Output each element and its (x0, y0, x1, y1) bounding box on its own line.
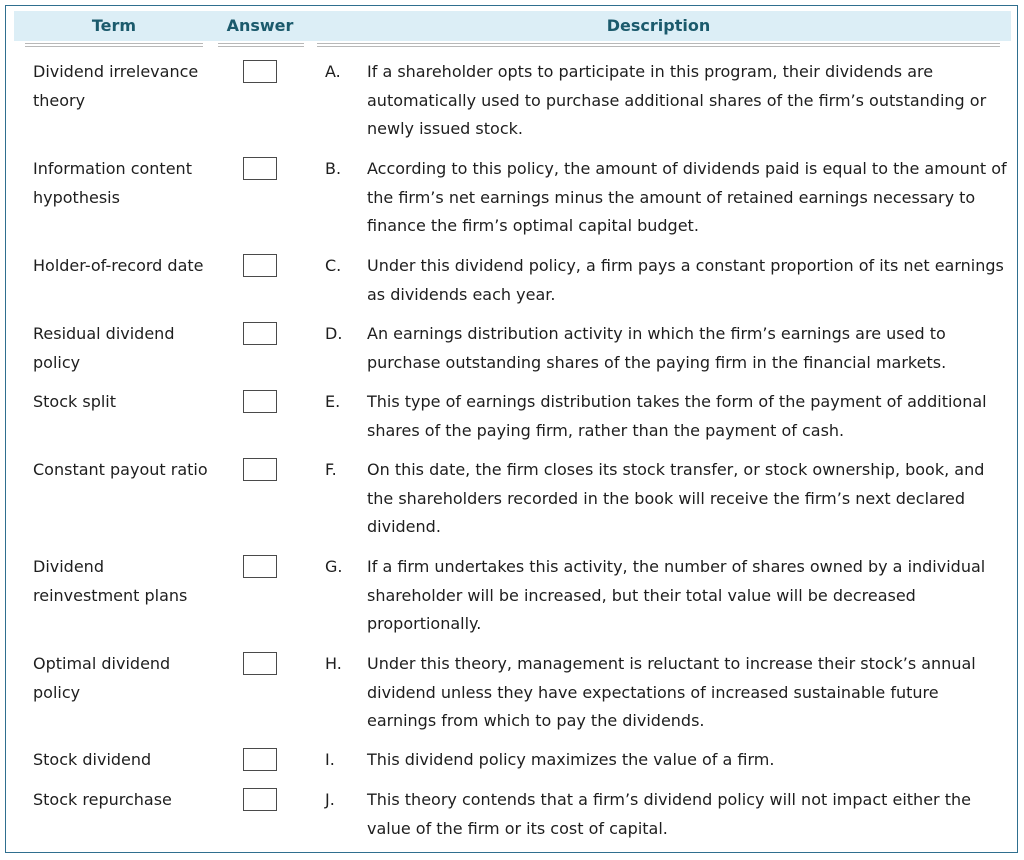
answer-box[interactable] (243, 254, 277, 277)
term-column-rule (25, 43, 203, 47)
answer-box[interactable] (243, 748, 277, 771)
answer-box[interactable] (243, 157, 277, 180)
term-label: Stock dividend (33, 750, 152, 769)
term-label: Holder-of-record date (33, 256, 204, 275)
term-label: Stock split (33, 392, 117, 411)
description-text: This theory contends that a firm’s dividend policy will not impact either the value of the firm or its cost of capital. (367, 790, 971, 838)
answer-box[interactable] (243, 652, 277, 675)
answer-box[interactable] (243, 390, 277, 413)
description-letter: F. (325, 460, 337, 479)
description-text: An earnings distribution activity in which the firm’s earnings are used to purchase outstanding shares of the paying firm in the financial markets. (367, 324, 947, 372)
answer-box[interactable] (243, 555, 277, 578)
header-description: Description (606, 16, 711, 35)
description-letter: H. (325, 654, 342, 673)
description-letter: D. (325, 324, 343, 343)
answer-box[interactable] (243, 60, 277, 83)
header-answer: Answer (226, 16, 294, 35)
description-letter: J. (325, 790, 335, 809)
term-label: Constant payout ratio (33, 460, 208, 479)
term-label: Information content hypothesis (33, 159, 192, 207)
answer-box[interactable] (243, 322, 277, 345)
term-label: Residual dividend policy (33, 324, 175, 372)
description-letter: C. (325, 256, 342, 275)
term-label: Stock repurchase (33, 790, 172, 809)
answer-box[interactable] (243, 458, 277, 481)
description-text: If a firm undertakes this activity, the number of shares owned by a individual shareholder will be increased, but their total value will be decreased proportionally. (367, 557, 986, 633)
description-letter: B. (325, 159, 342, 178)
description-text: Under this theory, management is reluctant to increase their stock’s annual dividend unless they have expectations of increased sustainable future earnings from which to pay the dividends. (367, 654, 976, 730)
description-letter: I. (325, 750, 335, 769)
term-label: Dividend reinvestment plans (33, 557, 188, 605)
description-text: According to this policy, the amount of dividends paid is equal to the amount of the firm’s net earnings minus the amount of retained earnings necessary to finance the firm’s optimal capital budget. (367, 159, 1007, 235)
description-column-rule (317, 43, 1000, 47)
description-text: If a shareholder opts to participate in this program, their dividends are automatically used to purchase additional shares of the firm’s outstanding or newly issued stock. (367, 62, 987, 138)
description-text: On this date, the firm closes its stock transfer, or stock ownership, book, and the shareholders recorded in the book will receive the firm’s next declared dividend. (367, 460, 985, 536)
description-letter: A. (325, 62, 341, 81)
description-text: Under this dividend policy, a firm pays a constant proportion of its net earnings as dividends each year. (367, 256, 1004, 304)
term-label: Optimal dividend policy (33, 654, 171, 702)
description-text: This dividend policy maximizes the value of a firm. (367, 750, 775, 769)
description-letter: E. (325, 392, 341, 411)
header-term: Term (91, 16, 137, 35)
answer-column-rule (218, 43, 304, 47)
description-letter: G. (325, 557, 343, 576)
answer-box[interactable] (243, 788, 277, 811)
term-label: Dividend irrelevance theory (33, 62, 199, 110)
description-text: This type of earnings distribution takes the form of the payment of additional shares of the paying firm, rather than the payment of cash. (367, 392, 987, 440)
